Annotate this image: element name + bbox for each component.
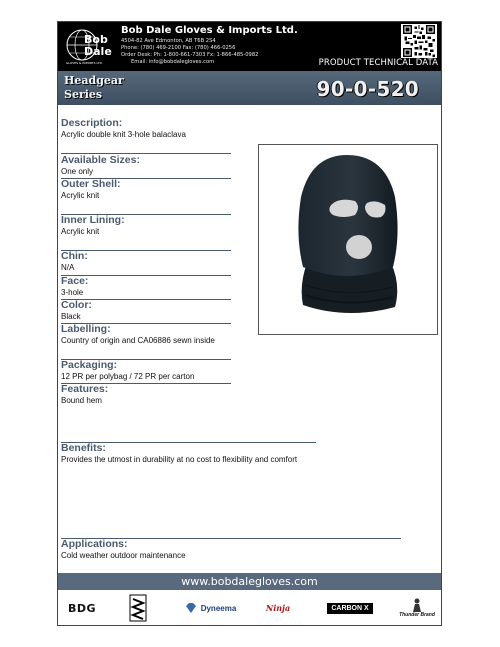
title-bar — [58, 71, 441, 105]
section-description — [61, 117, 186, 139]
section-heading: Outer Shell: — [61, 178, 121, 190]
figure-icon — [411, 598, 423, 612]
document-type: PRODUCT TECHNICAL DATA — [318, 58, 438, 68]
section-outer-shell — [61, 178, 121, 200]
company-contact — [121, 38, 258, 66]
section-inner-lining — [61, 214, 125, 236]
model-number: 90-0-520 — [316, 77, 419, 101]
section-heading: Applications: — [61, 538, 128, 550]
brand-ninja-logo: Ninja — [265, 603, 291, 613]
address-line: 4504-82 Ave Edmonton, AB T6B 2S4 — [121, 38, 216, 44]
section-sizes — [61, 154, 140, 176]
section-heading: Packaging: — [61, 359, 118, 371]
section-heading: Inner Lining: — [61, 214, 125, 226]
series-line-2: Series — [64, 88, 103, 101]
section-value: Black — [61, 312, 81, 321]
diamond-icon — [184, 603, 198, 613]
order-desk-line: Order Desk: Ph: 1-800-661-7303 Fx: 1-866-485-0982 — [121, 52, 259, 58]
brand-bdg-logo: BDG — [67, 601, 97, 615]
product-image-frame — [258, 144, 438, 335]
section-value: 12 PR per polybag / 72 PR per carton — [61, 372, 195, 381]
section-heading: Description: — [61, 117, 123, 129]
section-value: N/A — [61, 263, 75, 272]
logo-tagline: GLOVES & IMPORTS LTD. — [66, 61, 103, 65]
section-chin — [61, 250, 88, 272]
section-heading: Face: — [61, 275, 89, 287]
section-packaging — [61, 359, 194, 381]
phone-line: Phone: (780) 469-2100 Fax: (780) 466-0256 — [121, 45, 236, 51]
section-value: Acrylic knit — [61, 227, 100, 236]
series-line-1: Headgear — [64, 74, 124, 87]
technical-data-sheet — [57, 21, 442, 626]
qr-code-icon — [401, 24, 437, 58]
section-heading: Available Sizes: — [61, 154, 140, 166]
brand-carbonx-logo: CARBON X — [322, 591, 378, 625]
brand-logos — [58, 591, 441, 625]
website-link[interactable]: www.bobdalegloves.com — [58, 573, 441, 590]
logo-word-1: Bob — [84, 33, 108, 46]
company-header — [58, 22, 441, 71]
bob-dale-logo — [64, 26, 116, 66]
section-color — [61, 299, 92, 321]
email-line: Email: info@bobdalegloves.com — [131, 59, 215, 65]
section-labelling — [61, 323, 215, 345]
section-value: Country of origin and CA06886 sewn inside — [61, 336, 215, 345]
section-value: Provides the utmost in durability at no cost to flexibility and comfort — [61, 455, 298, 464]
logo-word-2: Dale — [84, 45, 112, 58]
brand-thunder-logo: Thunder Brand — [396, 591, 438, 625]
brand-badge-icon — [128, 591, 148, 625]
section-heading: Chin: — [61, 250, 88, 262]
brand-dyneema-logo: Dyneema — [176, 591, 244, 625]
section-value: One only — [61, 167, 94, 176]
section-heading: Features: — [61, 383, 109, 395]
series-name — [64, 74, 124, 102]
section-features — [61, 383, 108, 405]
section-value: 3-hole — [61, 288, 84, 297]
section-value: Acrylic double knit 3-hole balaclava — [61, 130, 186, 139]
section-value: Cold weather outdoor maintenance — [61, 551, 186, 560]
section-value: Bound hem — [61, 396, 102, 405]
section-face — [61, 275, 88, 297]
section-heading: Benefits: — [61, 442, 106, 454]
company-name: Bob Dale Gloves & Imports Ltd. — [121, 25, 298, 36]
section-value: Acrylic knit — [61, 191, 100, 200]
section-heading: Labelling: — [61, 323, 111, 335]
balaclava-image — [259, 145, 437, 334]
section-benefits — [61, 442, 297, 464]
section-applications — [61, 538, 186, 560]
section-heading: Color: — [61, 299, 92, 311]
